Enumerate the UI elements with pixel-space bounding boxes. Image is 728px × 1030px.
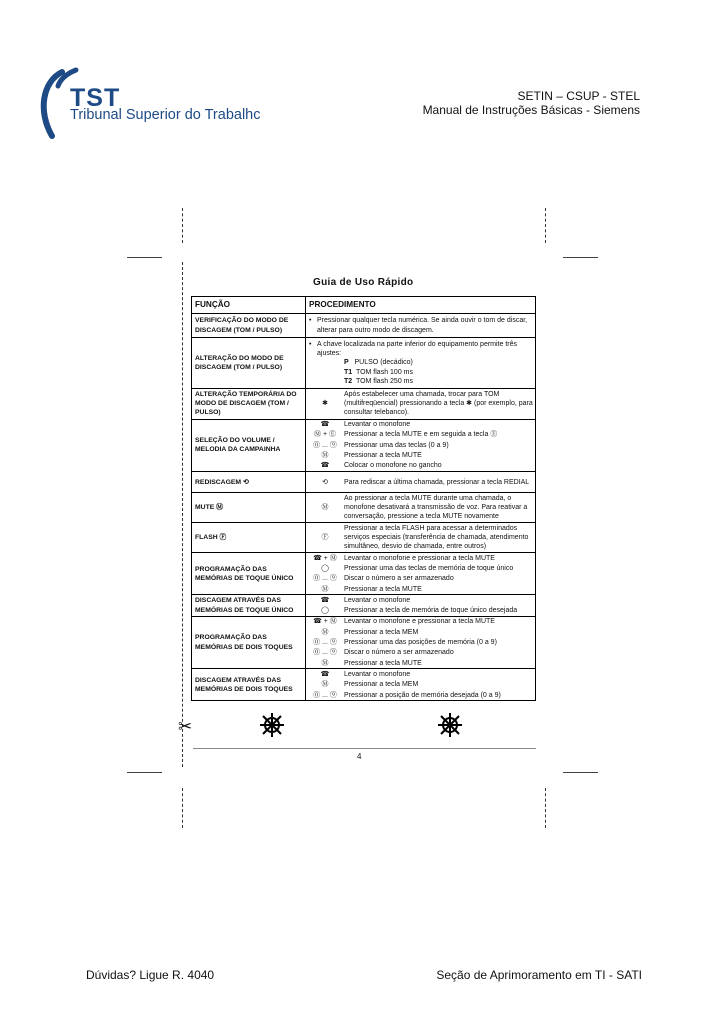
guide-title: Guia de Uso Rápido	[313, 277, 414, 288]
page-number: 4	[357, 752, 362, 761]
digit-keys-icon: ⓪ ... ⑨	[313, 639, 337, 647]
step-text: Levantar o monofone e pressionar a tecla MUTE	[344, 554, 495, 562]
table-row	[192, 314, 536, 338]
procedure-cell	[306, 493, 536, 523]
procedure-cell	[306, 553, 536, 595]
function-cell: ALTERAÇÃO DO MODO DE DISCAGEM (TOM / PULSO)	[192, 338, 306, 389]
bullet-text: A chave localizada na parte inferior do equipamento permite três ajustes:	[317, 341, 518, 358]
table-row	[192, 472, 536, 493]
crop-mark-left-upper	[127, 257, 162, 258]
header-department: SETIN – CSUP - STEL	[517, 89, 640, 103]
table-row	[192, 338, 536, 389]
procedure-step	[306, 584, 535, 594]
procedure-cell	[306, 338, 536, 389]
step-text: Levantar o monofone e pressionar a tecla MUTE	[344, 618, 495, 626]
procedure-cell	[306, 389, 536, 420]
page-rule	[193, 748, 536, 749]
mute-key-icon: Ⓜ	[321, 585, 329, 593]
function-cell	[192, 472, 306, 493]
step-text: Pressionar a tecla MEM	[344, 628, 419, 636]
function-cell	[192, 523, 306, 553]
step-text: Pressionar a tecla de memória de toque único desejada	[344, 607, 518, 615]
option-value: TOM flash 250 ms	[355, 377, 413, 385]
function-cell: PROGRAMAÇÃO DAS MEMÓRIAS DE TOQUE ÚNICO	[192, 553, 306, 595]
procedure-step	[306, 680, 535, 690]
digit-keys-icon: ⓪ ... ⑨	[313, 441, 337, 449]
step-text: Levantar o monofone	[344, 596, 411, 604]
option-item	[344, 368, 532, 377]
bullet-text: Pressionar qualquer tecla numérica. Se ainda ouvir o tom de discar, alterar para outro modo de discagem.	[317, 317, 528, 334]
function-cell: ALTERAÇÃO TEMPORÁRIA DO MODO DE DISCAGEM (TOM / PULSO)	[192, 389, 306, 420]
function-cell: VERIFICAÇÃO DO MODO DE DISCAGEM (TOM / PULSO)	[192, 314, 306, 338]
procedure-step	[306, 627, 535, 637]
procedure-step	[306, 440, 535, 450]
function-cell: SELEÇÃO DO VOLUME / MELODIA DA CAMPAINHA	[192, 419, 306, 471]
table-row	[192, 616, 536, 668]
procedure-cell	[306, 595, 536, 617]
procedure-step	[306, 669, 535, 679]
step-text: Levantar o monofone	[344, 421, 411, 429]
column-header-function: FUNÇÃO	[192, 297, 306, 314]
header-manual-title: Manual de Instruções Básicas - Siemens	[422, 103, 640, 117]
step-text: Pressionar uma das posições de memória (0 a 9)	[344, 639, 497, 647]
mem-key-icon: Ⓜ	[321, 681, 329, 689]
procedure-step	[306, 420, 535, 430]
mute-key-icon: Ⓜ	[216, 504, 223, 511]
procedure-step	[306, 617, 535, 627]
crop-mark-right-bottom	[545, 788, 546, 828]
step-text: Pressionar uma das teclas de memória de toque único	[344, 564, 514, 572]
step-text: Pressionar a tecla MUTE	[344, 659, 422, 667]
table-row	[192, 553, 536, 595]
step-text: Pressionar a tecla MUTE	[344, 452, 422, 460]
option-value: TOM flash 100 ms	[355, 368, 413, 376]
function-label: FLASH	[195, 534, 218, 541]
mute-key-icon: Ⓜ	[321, 659, 329, 667]
procedure-step	[306, 595, 535, 605]
star-key-icon: ✱	[322, 400, 328, 408]
step-text: Para rediscar a última chamada, pressionar a tecla REDIAL	[344, 478, 530, 486]
procedure-step	[306, 690, 535, 700]
table-header-row	[192, 297, 536, 314]
option-value: PULSO (decádico)	[354, 359, 413, 367]
procedure-step	[306, 574, 535, 584]
flash-key-icon: Ⓕ	[321, 534, 329, 541]
handset-down-icon: ☎	[320, 462, 330, 470]
mem-key-icon: Ⓜ	[321, 628, 329, 636]
procedure-step	[306, 563, 535, 573]
crop-mark-left-lower	[127, 772, 162, 773]
crop-mark-right-upper	[563, 257, 598, 258]
footer-contact: Dúvidas? Ligue R. 4040	[86, 968, 215, 982]
crop-mark-left-top	[182, 208, 183, 243]
step-text: Pressionar a tecla MUTE	[344, 585, 422, 593]
step-text: Discar o número a ser armazenado	[344, 649, 454, 657]
bullet-item: • Pressionar qualquer tecla numérica. Se ainda ouvir o tom de discar, alterar para outro modo de discagem.	[306, 314, 535, 336]
digit-keys-icon: ⓪ ... ⑨	[313, 575, 337, 583]
table-row	[192, 419, 536, 471]
table-row	[192, 523, 536, 553]
procedure-step	[306, 430, 535, 440]
step-text: Pressionar a tecla MEM	[344, 681, 419, 689]
procedure-step	[306, 553, 535, 563]
registration-mark-icon	[258, 711, 286, 739]
step-text: Pressionar a tecla MUTE e em seguida a tecla Ⓔ	[344, 431, 498, 439]
function-label: MUTE	[195, 504, 215, 511]
flash-key-icon: Ⓕ	[219, 534, 227, 541]
quick-guide-table	[191, 296, 536, 701]
handset-plus-mute-icon: ☎ + Ⓜ	[313, 618, 337, 626]
digit-keys-icon: ⓪ ... ⑨	[313, 691, 337, 699]
function-cell	[192, 493, 306, 523]
option-key: P	[344, 359, 349, 367]
procedure-step	[306, 477, 535, 487]
handset-icon: ☎	[320, 421, 330, 429]
logo-institution-name: Tribunal Superior do Trabalhc	[70, 107, 261, 123]
option-key: T1	[344, 368, 353, 376]
table-row	[192, 669, 536, 701]
scissors-icon: ✂	[178, 717, 193, 736]
procedure-step	[306, 648, 535, 658]
procedure-step	[306, 451, 535, 461]
table-row	[192, 493, 536, 523]
footer-section: Seção de Aprimoramento em TI - SATI	[436, 968, 642, 982]
procedure-step	[306, 461, 535, 471]
procedure-step	[306, 494, 535, 522]
procedure-step	[306, 524, 535, 552]
step-text: Após estabelecer uma chamada, trocar para TOM (multifreqüencial) pressionando a tecla ✱ (por exemplo, para consultar telebanco).	[344, 391, 533, 417]
memory-key-icon: ◯	[321, 564, 329, 572]
handset-icon: ☎	[320, 670, 330, 678]
registration-mark-icon	[436, 711, 464, 739]
procedure-cell	[306, 523, 536, 553]
option-item	[344, 358, 532, 367]
logo-abbreviation: TST	[70, 84, 121, 112]
step-text: Ao pressionar a tecla MUTE durante uma chamada, o monofone desativará a transmissão de voz. Para reativar a conversação, pressione a tecla MUTE novamente	[344, 494, 528, 521]
option-key: T2	[344, 377, 353, 385]
crop-mark-right-lower	[563, 772, 598, 773]
step-text: Pressionar a posição de memória desejada (0 a 9)	[344, 691, 501, 699]
procedure-step	[306, 637, 535, 647]
step-text: Pressionar uma das teclas (0 a 9)	[344, 441, 449, 449]
step-text: Pressionar a tecla FLASH para acessar a determinados serviços especiais (transferência de chamada, atendimento simultâneo, desvio de chamada, entre outros)	[344, 524, 529, 551]
procedure-cell	[306, 616, 536, 668]
mute-plus-e-key-icon: Ⓜ + Ⓔ	[314, 431, 336, 439]
procedure-cell	[306, 419, 536, 471]
handset-plus-mute-icon: ☎ + Ⓜ	[313, 554, 337, 562]
digit-keys-icon: ⓪ ... ⑨	[313, 649, 337, 657]
step-text: Colocar o monofone no gancho	[344, 462, 442, 470]
step-text: Levantar o monofone	[344, 670, 411, 678]
redial-key-icon: ⟲	[242, 478, 249, 486]
procedure-cell	[306, 314, 536, 338]
function-cell: DISCAGEM ATRAVÉS DAS MEMÓRIAS DE TOQUE ÚNICO	[192, 595, 306, 617]
mute-key-icon: Ⓜ	[321, 452, 329, 460]
crop-mark-right-top	[545, 208, 546, 243]
redial-key-icon: ⟲	[322, 478, 328, 486]
table-row	[192, 595, 536, 617]
step-text: Discar o número a ser armazenado	[344, 575, 454, 583]
mute-key-icon: Ⓜ	[321, 504, 329, 511]
option-item	[344, 377, 532, 386]
memory-key-icon: ◯	[321, 607, 329, 615]
column-header-procedure: PROCEDIMENTO	[306, 297, 536, 314]
procedure-cell	[306, 472, 536, 493]
function-cell: PROGRAMAÇÃO DAS MEMÓRIAS DE DOIS TOQUES	[192, 616, 306, 668]
procedure-cell	[306, 669, 536, 701]
table-row	[192, 389, 536, 420]
procedure-step	[306, 390, 535, 418]
function-label: REDISCAGEM	[195, 478, 242, 486]
handset-icon: ☎	[320, 596, 330, 604]
bullet-item: • A chave localizada na parte inferior do equipamento permite três ajustes: P PULSO (decádico) T1 TOM flash 100 ms T2 TOM flash 250 ms	[306, 338, 535, 388]
procedure-step	[306, 606, 535, 616]
function-cell: DISCAGEM ATRAVÉS DAS MEMÓRIAS DE DOIS TOQUES	[192, 669, 306, 701]
procedure-step	[306, 658, 535, 668]
fold-line-left	[182, 262, 183, 767]
crop-mark-left-bottom	[182, 788, 183, 828]
